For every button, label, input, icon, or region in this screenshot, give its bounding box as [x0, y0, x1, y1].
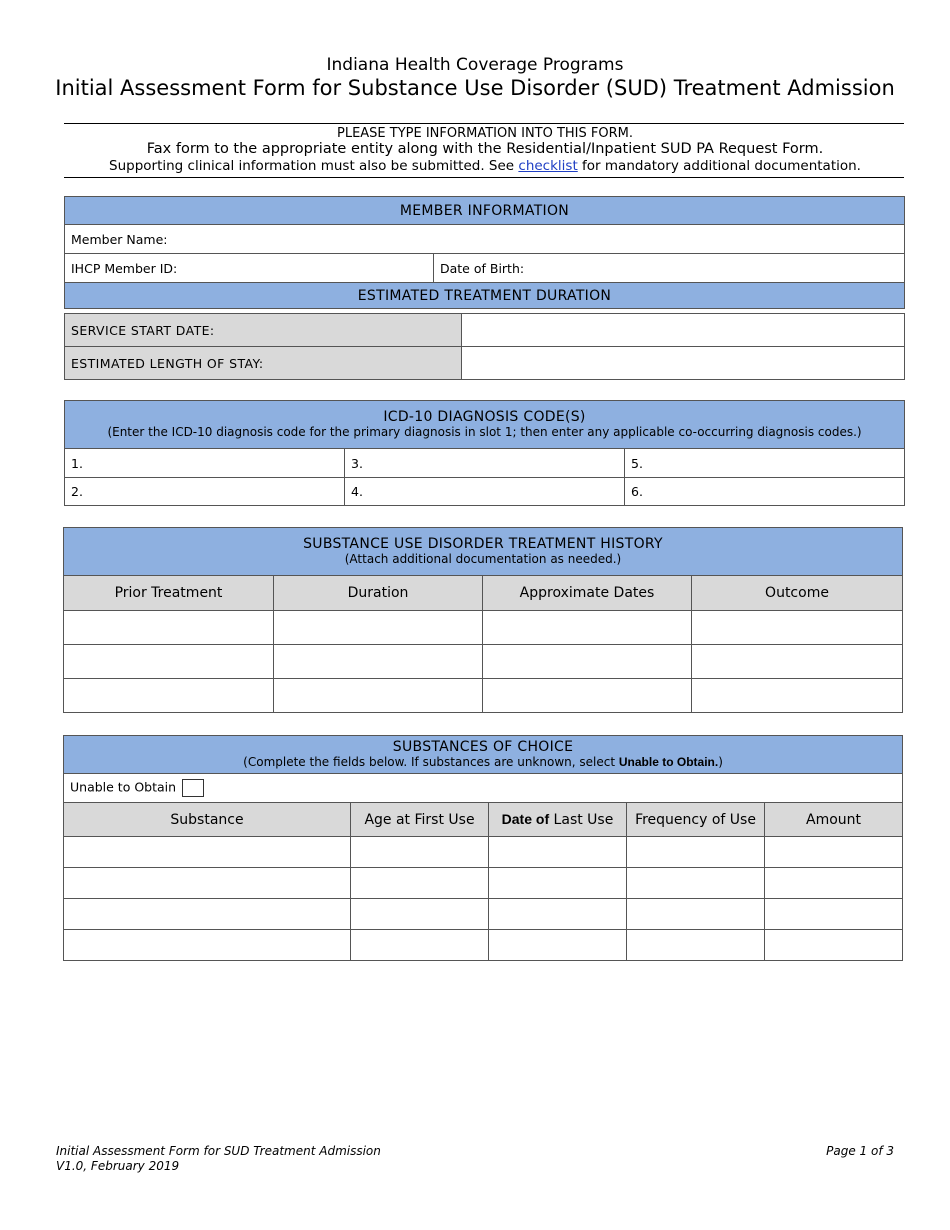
table-cell[interactable] — [765, 930, 903, 961]
dob-field[interactable] — [434, 254, 905, 283]
table-cell[interactable] — [483, 611, 692, 645]
substances-title: SUBSTANCES OF CHOICE — [392, 739, 574, 755]
member-name-label: Member Name: — [71, 231, 168, 247]
footer-left — [56, 1144, 381, 1174]
unable-to-obtain-label: Unable to Obtain — [70, 779, 177, 795]
table-cell[interactable] — [64, 837, 351, 868]
instruction-type: PLEASE TYPE INFORMATION INTO THIS FORM. — [336, 126, 633, 141]
table-cell[interactable] — [692, 645, 903, 679]
instruction-supporting-text: Supporting clinical information must also be submitted. See — [109, 158, 519, 174]
icd10-title: ICD-10 DIAGNOSIS CODE(S) — [383, 409, 586, 425]
table-cell[interactable] — [64, 679, 274, 713]
table-cell[interactable] — [274, 645, 483, 679]
table-cell[interactable] — [489, 899, 627, 930]
table-cell[interactable] — [692, 611, 903, 645]
footer-version: V1.0, February 2019 — [56, 1159, 180, 1173]
unable-to-obtain-row — [64, 774, 903, 803]
col-amount: Amount — [765, 803, 903, 837]
substances-note-bold: Unable to Obtain. — [618, 755, 719, 769]
col-outcome: Outcome — [692, 576, 903, 611]
table-cell[interactable] — [351, 930, 489, 961]
treatment-history-note: (Attach additional documentation as needed.) — [344, 552, 622, 566]
member-information-heading: MEMBER INFORMATION — [65, 197, 905, 225]
service-start-date-input[interactable] — [462, 314, 905, 347]
col-approximate-dates: Approximate Dates — [483, 576, 692, 611]
footer-form-name: Initial Assessment Form for SUD Treatment Admission — [56, 1144, 381, 1158]
icd10-instructions: (Enter the ICD-10 diagnosis code for the primary diagnosis in slot 1; then enter any applicable co-occurring diagnosis codes.) — [107, 425, 862, 439]
icd-slot-4[interactable]: 4. — [345, 478, 625, 506]
table-cell[interactable] — [64, 611, 274, 645]
col-substance: Substance — [64, 803, 351, 837]
table-cell[interactable] — [627, 837, 765, 868]
table-cell[interactable] — [489, 930, 627, 961]
treatment-duration-heading: ESTIMATED TREATMENT DURATION — [65, 283, 905, 309]
table-cell[interactable] — [351, 868, 489, 899]
icd-slot-2[interactable]: 2. — [65, 478, 345, 506]
substances-note — [70, 755, 896, 770]
col-frequency-of-use: Frequency of Use — [627, 803, 765, 837]
icd-slot-3[interactable]: 3. — [345, 449, 625, 478]
instruction-supporting-tail: for mandatory additional documentation. — [577, 158, 861, 174]
footer-page-number: Page 1 of 3 — [826, 1144, 894, 1158]
table-cell[interactable] — [765, 837, 903, 868]
table-cell[interactable] — [627, 930, 765, 961]
col-date-last-use-bold: Date of — [501, 811, 550, 827]
unable-to-obtain-checkbox[interactable] — [182, 779, 204, 797]
bottom-rule — [64, 177, 904, 178]
instruction-fax: Fax form to the appropriate entity along with the Residential/Inpatient SUD PA Request Form. — [146, 141, 824, 157]
table-row — [64, 899, 903, 930]
table-row — [64, 679, 903, 713]
table-cell[interactable] — [274, 679, 483, 713]
table-cell[interactable] — [64, 899, 351, 930]
icd10-table — [64, 400, 905, 506]
table-cell[interactable] — [64, 930, 351, 961]
table-row — [64, 645, 903, 679]
table-cell[interactable] — [274, 611, 483, 645]
col-prior-treatment: Prior Treatment — [64, 576, 274, 611]
treatment-duration-table — [64, 313, 905, 380]
form-title: Initial Assessment Form for Substance Use Disorder (SUD) Treatment Admission — [55, 76, 895, 100]
dob-label: Date of Birth: — [440, 260, 525, 276]
substances-heading — [64, 736, 903, 774]
table-cell[interactable] — [627, 868, 765, 899]
table-row — [64, 868, 903, 899]
table-row — [64, 837, 903, 868]
treatment-history-table — [63, 527, 903, 713]
icd-slot-5[interactable]: 5. — [625, 449, 905, 478]
icd-slot-1[interactable]: 1. — [65, 449, 345, 478]
table-cell[interactable] — [64, 645, 274, 679]
service-start-date-label: SERVICE START DATE: — [65, 314, 462, 347]
top-rule — [64, 123, 904, 124]
icd-slot-6[interactable]: 6. — [625, 478, 905, 506]
col-date-last-use — [489, 803, 627, 837]
treatment-history-heading — [64, 528, 903, 576]
table-cell[interactable] — [627, 899, 765, 930]
instruction-supporting — [60, 158, 910, 175]
table-row — [64, 611, 903, 645]
table-cell[interactable] — [64, 868, 351, 899]
col-date-last-use-rest: Last Use — [549, 812, 614, 828]
table-cell[interactable] — [351, 837, 489, 868]
member-information-table — [64, 196, 905, 309]
table-cell[interactable] — [489, 868, 627, 899]
member-id-label: IHCP Member ID: — [71, 260, 178, 276]
org-name: Indiana Health Coverage Programs — [326, 55, 624, 75]
table-row — [64, 930, 903, 961]
table-cell[interactable] — [489, 837, 627, 868]
table-cell[interactable] — [692, 679, 903, 713]
length-of-stay-input[interactable] — [462, 347, 905, 380]
icd10-heading — [65, 401, 905, 449]
member-id-field[interactable] — [65, 254, 434, 283]
table-cell[interactable] — [483, 645, 692, 679]
table-cell[interactable] — [483, 679, 692, 713]
substances-note-close: ) — [718, 755, 723, 769]
substances-note-text: (Complete the fields below. If substances are unknown, select — [243, 755, 619, 769]
table-cell[interactable] — [351, 899, 489, 930]
col-duration: Duration — [274, 576, 483, 611]
member-name-field[interactable] — [65, 225, 905, 254]
table-cell[interactable] — [765, 868, 903, 899]
treatment-history-title: SUBSTANCE USE DISORDER TREATMENT HISTORY — [303, 536, 663, 552]
substances-table — [63, 735, 903, 961]
length-of-stay-label: ESTIMATED LENGTH OF STAY: — [65, 347, 462, 380]
col-age-first-use: Age at First Use — [351, 803, 489, 837]
table-cell[interactable] — [765, 899, 903, 930]
checklist-link[interactable]: checklist — [518, 158, 578, 174]
